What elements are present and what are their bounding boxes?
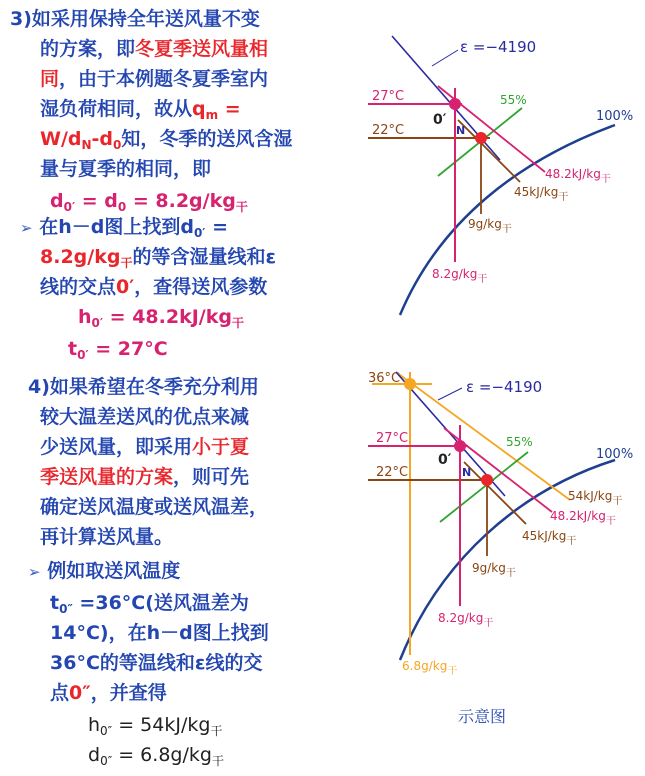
s4-bullet-line5: 点0″，并查得 [50, 682, 167, 704]
d1-h48-label: $48.2kJ/kg_干$ [545, 167, 611, 185]
d2-t36-label: 36°C [368, 371, 401, 386]
s3-line5: $W/d_N-d_0$知，冬季的送风含湿 [40, 128, 293, 152]
d1-t22-label: 22°C [372, 123, 405, 138]
s4-bullet-line4: 36°C的等温线和ε线的交 [50, 652, 263, 674]
s4-bullet-line2: $t_{0''} =36^\circ C$(送风温差为 [50, 592, 249, 616]
s4-line1: 4)如果希望在冬季充分利用 [28, 376, 259, 398]
d1-rh55-label: 55% [500, 93, 527, 107]
bullet-arrow-icon: ➢ [28, 563, 41, 581]
s4-line6: 再计算送风量。 [40, 526, 174, 548]
diagram1 [368, 36, 633, 315]
d1-d82-label: $8.2g/kg_干$ [432, 267, 488, 285]
d2-t27-label: 27°C [376, 431, 409, 446]
s3-line6: 量与夏季的相同，即 [40, 158, 212, 180]
s4-line3: 少送风量，即采用小于夏 [40, 436, 250, 458]
s4-line5: 确定送风温度或送风温差， [40, 496, 269, 518]
s3-line4: 湿负荷相同，故从$q_m$ = [40, 98, 241, 122]
s3-equation-t: $t_{0'} = 27^\circ C$ [68, 338, 168, 362]
d2-d9-label: $9g/kg_干$ [472, 561, 516, 579]
s3-line1: 3)如采用保持全年送风量不变 [10, 8, 260, 30]
d1-epsilon-pointer [432, 50, 458, 66]
d2-epsilon-pointer [438, 388, 462, 400]
d2-d68-label: $6.8g/kg_干$ [402, 659, 458, 677]
d2-rh55-label: 55% [506, 435, 533, 449]
d1-point-N [475, 132, 487, 144]
s3-line3: 同，由于本例题冬夏季室内 [40, 68, 269, 90]
d2-h45-label: $45kJ/kg_干$ [522, 529, 577, 547]
d2-point-N [481, 474, 493, 486]
d1-point-0prime [449, 98, 461, 110]
d1-h45-label: $45kJ/kg_干$ [514, 185, 569, 203]
d2-pt0-label: 0′ [438, 452, 452, 468]
s4-bullet: ➢ 例如取送风温度 [28, 560, 181, 582]
d1-pt0-label: 0′ [433, 112, 447, 128]
d2-rh100-label: 100% [596, 447, 634, 462]
d2-h45-line [464, 462, 526, 524]
s4-equation-h: $h_{0''} = 54kJ/kg_干$ [88, 714, 223, 738]
d1-d9-label: $9g/kg_干$ [468, 217, 512, 235]
d1-t27-label: 27°C [372, 89, 405, 104]
d1-saturation-curve [400, 125, 615, 315]
d2-eps-label: ε =−4190 [466, 378, 543, 396]
s3-bullet1: ➢ 在h－d图上找到$d_{0'}$ = [20, 216, 228, 240]
s3-line2: 的方案，即冬夏季送风量相 [40, 38, 269, 60]
d1-h45-line [458, 120, 520, 182]
s3-equation-d: $d_{0'} = d_0 = 8.2g/kg_干$ [50, 190, 248, 214]
d2-t22-label: 22°C [376, 465, 409, 480]
d1-rh100-label: 100% [596, 109, 634, 124]
diagram-caption: 示意图 [458, 707, 507, 726]
d2-h54-label: $54kJ/kg_干$ [568, 489, 623, 507]
bullet-arrow-icon: ➢ [20, 219, 33, 237]
s3-equation-h: $h_{0'} = 48.2kJ/kg_干$ [78, 306, 244, 330]
diagram2 [368, 371, 633, 677]
s3-bullet1-line3: 线的交点0′，查得送风参数 [40, 276, 268, 298]
d2-h48-label: $48.2kJ/kg_干$ [550, 509, 616, 527]
d2-point-0doubleprime [404, 378, 416, 390]
s4-line4: 季送风量的方案，则可先 [40, 466, 250, 488]
s4-equation-d: $d_{0''} = 6.8g/kg_干$ [88, 744, 224, 768]
s4-line2: 较大温差送风的优点来减 [40, 406, 250, 428]
d1-eps-label: ε =−4190 [460, 38, 537, 56]
s3-bullet1-line2: $8.2g/kg_干$的等含湿量线和ε [40, 246, 277, 270]
d2-point-0prime [454, 440, 466, 452]
d2-d82-label: $8.2g/kg_干$ [438, 611, 494, 629]
d2-ptN-label: N [462, 466, 472, 479]
s4-bullet-line3: 14°C)，在h－d图上找到 [50, 622, 269, 644]
d1-ptN-label: N [456, 124, 466, 137]
